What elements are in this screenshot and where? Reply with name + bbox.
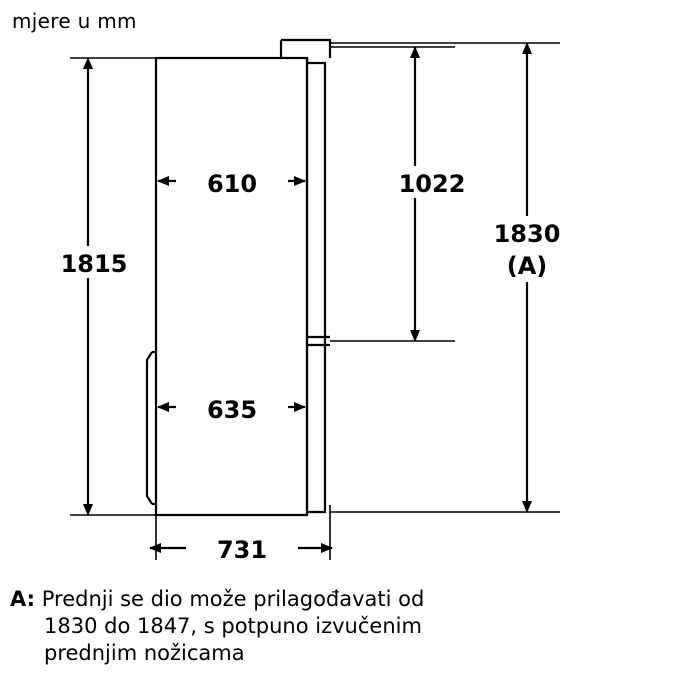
dimension-label-731: 731	[216, 536, 268, 564]
dimension-label-1830: 1830	[493, 220, 561, 248]
dimension-label-1815: 1815	[60, 250, 128, 278]
extension-lines	[70, 43, 560, 560]
dimension-label-1022: 1022	[398, 170, 466, 198]
footnote-line-1: Prednji se dio može prilagođavati od	[41, 587, 425, 611]
footnote-marker: A:	[10, 587, 36, 611]
dimension-label-1830-ref: (A)	[506, 252, 548, 280]
units-label: mjere u mm	[12, 9, 137, 33]
appliance-outline	[147, 40, 330, 515]
footnote-line-2: 1830 do 1847, s potpuno izvučenim	[44, 614, 422, 638]
footnote-line-3: prednjim nožicama	[44, 641, 245, 665]
footnote	[10, 586, 694, 667]
dimension-label-635: 635	[206, 396, 258, 424]
dimension-label-610: 610	[206, 170, 258, 198]
